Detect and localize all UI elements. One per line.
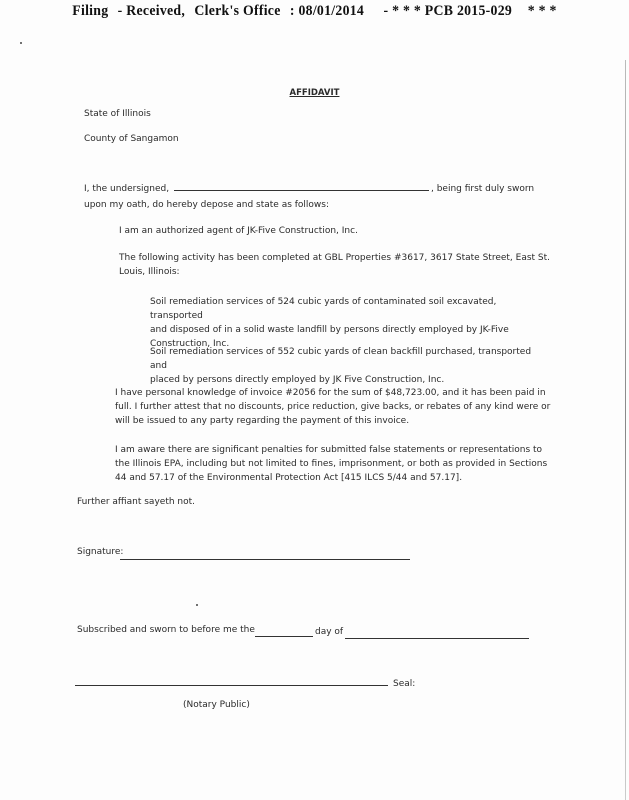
item1-line-2: and disposed of in a solid waste landfill by persons directly employed by JK-Five — [150, 325, 509, 335]
header-stars: * * * — [527, 3, 557, 19]
header-date: : 08/01/2014 — [289, 3, 365, 19]
day-of-label: day of — [315, 627, 344, 637]
signature-label: Signature: — [77, 547, 124, 557]
affidavit-title: AFFIDAVIT — [289, 88, 340, 98]
scan-speck — [196, 604, 198, 606]
further-affiant: Further affiant sayeth not. — [77, 497, 196, 507]
day-line[interactable] — [255, 636, 313, 637]
item2-line-2: placed by persons directly employed by JK Five Construction, Inc. — [150, 375, 445, 385]
signature-line[interactable] — [120, 559, 410, 560]
invoice-line-2: full. I further attest that no discounts, price reduction, give backs, or rebates of any kind were or — [115, 402, 551, 412]
item1-line-1: Soil remediation services of 524 cubic yards of contaminated soil excavated, transported — [150, 297, 497, 321]
filing-header — [25, 3, 604, 20]
header-received: - Received, — [117, 3, 186, 19]
invoice-paragraph — [115, 386, 565, 428]
county-line: County of Sangamon — [84, 134, 179, 144]
state-line: State of Illinois — [84, 109, 151, 119]
activity-item-1 — [150, 295, 550, 351]
activity-line-2: Louis, Illinois: — [119, 267, 180, 277]
agent-statement: I am an authorized agent of JK-Five Construction, Inc. — [119, 226, 358, 236]
undersigned-name-field[interactable] — [174, 190, 429, 191]
penalty-line-3: 44 and 57.17 of the Environmental Protection Act [415 ILCS 5/44 and 57.17]. — [115, 473, 463, 483]
item1-line-3: Construction, Inc. — [150, 339, 230, 349]
subscribed-label: Subscribed and sworn to before me the — [77, 625, 255, 635]
month-year-line[interactable] — [345, 638, 529, 639]
scan-speck — [20, 42, 22, 44]
penalty-paragraph — [115, 443, 565, 485]
intro-start: I, the undersigned, — [84, 184, 170, 194]
intro-end: , being first duly sworn — [430, 184, 535, 194]
notary-public-label: (Notary Public) — [183, 700, 250, 710]
activity-line-1: The following activity has been completed at GBL Properties #3617, 3617 State Street, East St. — [119, 253, 551, 263]
penalty-line-1: I am aware there are significant penalties for submitted false statements or representations to — [115, 445, 543, 455]
activity-item-2 — [150, 345, 550, 387]
header-pcb: - * * * PCB 2015-029 — [383, 3, 513, 19]
scan-edge — [625, 60, 626, 800]
notary-signature-line[interactable] — [75, 685, 388, 686]
activity-paragraph — [119, 251, 559, 279]
intro-line-2: upon my oath, do hereby depose and state as follows: — [84, 200, 330, 210]
penalty-line-2: the Illinois EPA, including but not limited to fines, imprisonment, or both as provided in Sections — [115, 459, 548, 469]
item2-line-1: Soil remediation services of 552 cubic yards of clean backfill purchased, transported and — [150, 347, 532, 371]
header-office: Clerk's Office — [194, 3, 281, 19]
invoice-line-1: I have personal knowledge of invoice #2056 for the sum of $48,723.00, and it has been paid in — [115, 388, 546, 398]
seal-label: Seal: — [393, 679, 416, 689]
intro-line — [84, 182, 554, 196]
header-filing: Filing — [72, 3, 109, 19]
invoice-line-3: will be issued to any party regarding the payment of this invoice. — [115, 416, 410, 426]
